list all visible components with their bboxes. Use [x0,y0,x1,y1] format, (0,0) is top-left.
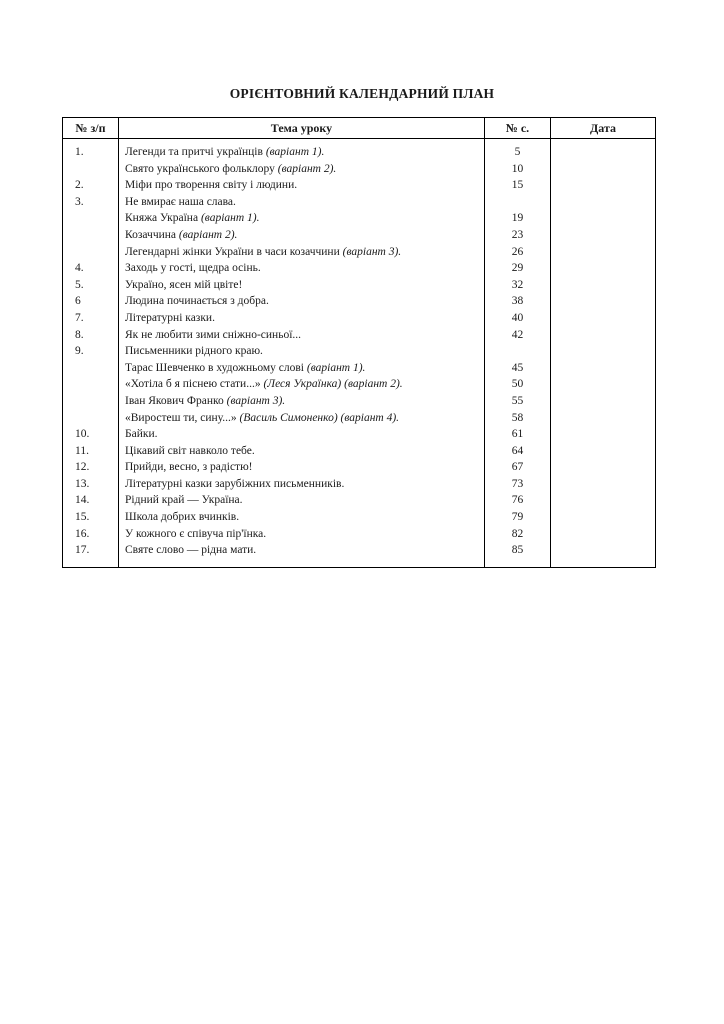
row-date [551,542,656,567]
topic-text: Школа добрих вчинків. [125,511,240,524]
row-topic [119,310,485,327]
topic-text: Козаччина [125,228,177,241]
table-row [63,177,656,194]
row-date [551,410,656,427]
table-row [63,410,656,427]
table-row [63,293,656,310]
table-row [63,161,656,178]
row-date [551,260,656,277]
row-page: 61 [485,426,551,443]
row-date [551,426,656,443]
row-date [551,139,656,161]
topic-note: (варіант 3). [226,394,286,407]
column-header-num: № з/п [63,118,119,139]
row-page [485,343,551,360]
topic-text: Рідний край — Україна. [125,494,243,507]
table-row [63,526,656,543]
topic-text: Прийди, весно, з радістю! [125,461,253,474]
topic-note: (варіант 1). [265,146,325,158]
row-number: 10. [63,426,119,443]
row-page: 67 [485,459,551,476]
topic-note: (варіант 1). [306,361,366,374]
row-number: 16. [63,526,119,543]
column-header-page: № с. [485,118,551,139]
row-number [63,360,119,377]
row-number: 9. [63,343,119,360]
row-topic [119,376,485,393]
table-row [63,376,656,393]
topic-text: Літературні казки зарубіжних письменників. [125,477,345,490]
row-page: 58 [485,410,551,427]
table-row [63,426,656,443]
topic-text: Легендарні жінки України в часи козаччини [125,245,340,258]
row-date [551,293,656,310]
row-topic [119,476,485,493]
topic-note: (варіант 2). [178,228,238,241]
row-topic [119,227,485,244]
row-topic [119,393,485,410]
row-topic [119,177,485,194]
row-number: 12. [63,459,119,476]
row-date [551,443,656,460]
topic-text: Тарас Шевченко в художньому слові [125,361,304,374]
table-row [63,343,656,360]
table-row [63,459,656,476]
row-topic [119,161,485,178]
topic-note: (Василь Симоненко) (варіант 4). [239,411,400,424]
row-page: 19 [485,210,551,227]
row-page: 50 [485,376,551,393]
row-date [551,277,656,294]
row-number: 13. [63,476,119,493]
column-header-date: Дата [551,118,656,139]
topic-text: «Виростеш ти, сину...» [125,411,237,424]
row-topic [119,343,485,360]
row-page: 29 [485,260,551,277]
row-number [63,393,119,410]
row-date [551,526,656,543]
table-row [63,139,656,161]
row-topic [119,443,485,460]
table-body [63,139,656,568]
topic-text: Людина починається з добра. [125,295,269,308]
topic-text: Літературні казки. [125,311,215,324]
table-row [63,542,656,567]
page-title: ОРІЄНТОВНИЙ КАЛЕНДАРНИЙ ПЛАН [229,86,495,101]
table-row [63,509,656,526]
row-page [485,194,551,211]
row-date [551,343,656,360]
table-header-row [63,118,656,139]
row-number: 5. [63,277,119,294]
row-date [551,393,656,410]
topic-text: Байки. [125,428,158,441]
row-page: 73 [485,476,551,493]
table-row [63,393,656,410]
row-date [551,161,656,178]
row-number [63,410,119,427]
row-number: 6 [63,293,119,310]
table-row [63,476,656,493]
row-date [551,310,656,327]
row-topic [119,210,485,227]
topic-text: Письменники рідного краю. [125,345,263,358]
table-row [63,210,656,227]
row-topic [119,360,485,377]
table-row [63,327,656,344]
row-page: 15 [485,177,551,194]
row-date [551,476,656,493]
row-topic [119,293,485,310]
row-date [551,492,656,509]
row-page: 79 [485,509,551,526]
row-number: 7. [63,310,119,327]
row-topic [119,194,485,211]
table-row [63,310,656,327]
topic-note: (Леся Українка) (варіант 2). [263,378,403,391]
column-header-topic: Тема уроку [119,118,485,139]
topic-text: Святе слово — рідна мати. [125,544,257,557]
topic-text: Легенди та притчі українців [125,146,263,158]
topic-text: Цікавий світ навколо тебе. [125,444,255,457]
row-page: 55 [485,393,551,410]
row-date [551,376,656,393]
topic-text: Свято українського фольклору [125,162,275,175]
table-row [63,260,656,277]
row-number [63,376,119,393]
row-page: 45 [485,360,551,377]
row-date [551,244,656,261]
row-page: 42 [485,327,551,344]
row-date [551,210,656,227]
row-page: 64 [485,443,551,460]
topic-note: (варіант 3). [342,245,402,258]
topic-note: (варіант 2). [277,162,337,175]
topic-text: Іван Якович Франко [125,394,224,407]
row-page: 10 [485,161,551,178]
row-page: 23 [485,227,551,244]
table-row [63,492,656,509]
row-number: 2. [63,177,119,194]
row-number: 17. [63,542,119,567]
row-page: 26 [485,244,551,261]
topic-text: У кожного є співуча пір'їнка. [125,527,267,540]
row-topic [119,459,485,476]
row-topic [119,509,485,526]
row-number: 1. [63,139,119,161]
row-number: 3. [63,194,119,211]
topic-note: (варіант 1). [200,212,260,225]
row-number [63,227,119,244]
topic-text: Як не любити зими сніжно-синьої... [125,328,302,341]
table-row [63,360,656,377]
topic-text: Заходь у гості, щедра осінь. [125,262,261,275]
row-topic [119,244,485,261]
row-date [551,227,656,244]
row-topic [119,260,485,277]
topic-text: «Хотіла б я піснею стати...» [125,378,261,391]
table-row [63,443,656,460]
row-page: 40 [485,310,551,327]
row-page: 85 [485,542,551,567]
row-number: 15. [63,509,119,526]
calendar-plan-table [62,117,656,568]
row-date [551,360,656,377]
topic-text: Міфи про творення світу і людини. [125,179,298,192]
row-topic [119,410,485,427]
row-date [551,327,656,344]
row-date [551,177,656,194]
row-topic [119,492,485,509]
row-number: 14. [63,492,119,509]
row-topic [119,327,485,344]
row-date [551,509,656,526]
row-page: 82 [485,526,551,543]
row-page: 32 [485,277,551,294]
row-number [63,244,119,261]
row-page: 5 [485,139,551,161]
row-topic [119,139,485,161]
row-page: 38 [485,293,551,310]
table-row [63,244,656,261]
row-topic [119,542,485,567]
row-number [63,161,119,178]
topic-text: Княжа Україна [125,212,199,225]
row-topic [119,426,485,443]
row-date [551,459,656,476]
row-number [63,210,119,227]
row-number: 4. [63,260,119,277]
row-page: 76 [485,492,551,509]
topic-text: Україно, ясен мій цвіте! [125,278,243,291]
row-number: 8. [63,327,119,344]
row-date [551,194,656,211]
row-number: 11. [63,443,119,460]
table-row [63,277,656,294]
table-row [63,227,656,244]
table-row [63,194,656,211]
row-topic [119,526,485,543]
row-topic [119,277,485,294]
topic-text: Не вмирає наша слава. [125,195,236,208]
